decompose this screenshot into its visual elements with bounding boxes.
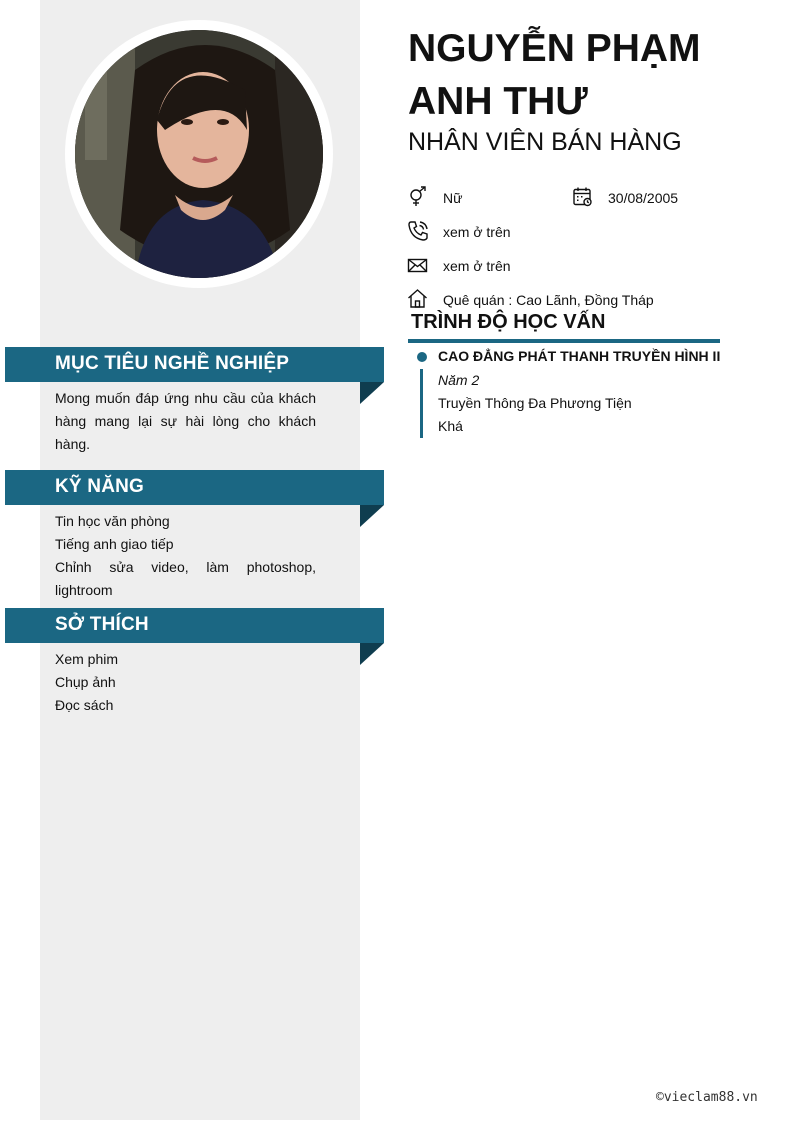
birthday-value: 30/08/2005 <box>608 190 679 206</box>
hometown-value: Quê quán : Cao Lãnh, Đồng Tháp <box>443 292 654 308</box>
phone-icon <box>407 220 429 242</box>
education-year: Năm 2 <box>438 372 480 388</box>
phone-value: xem ở trên <box>443 224 511 240</box>
education-title: TRÌNH ĐỘ HỌC VẤN <box>411 311 606 333</box>
timeline-dot <box>417 352 427 362</box>
skills-header <box>5 470 384 505</box>
gender-value: Nữ <box>443 190 463 206</box>
home-icon <box>407 288 429 310</box>
calendar-icon <box>572 186 594 208</box>
objective-title: MỤC TIÊU NGHỀ NGHIỆP <box>55 353 290 374</box>
hobby-item: Xem phim <box>55 651 119 667</box>
avatar <box>75 30 323 278</box>
education-divider <box>408 339 720 343</box>
objective-header <box>5 347 384 382</box>
gender-icon <box>407 186 429 208</box>
candidate-name: NGUYỄN PHẠM ANH THƯ <box>408 27 701 123</box>
education-grade: Khá <box>438 418 463 434</box>
objective-ribbon-fold <box>360 382 384 404</box>
hobbies-ribbon-fold <box>360 643 384 665</box>
skill-item: Tin học văn phòng <box>55 513 170 529</box>
email-value: xem ở trên <box>443 258 511 274</box>
hobby-item: Chụp ảnh <box>55 674 116 690</box>
education-major: Truyền Thông Đa Phương Tiện <box>438 395 632 411</box>
hobby-item: Đọc sách <box>55 697 114 713</box>
watermark: ©vieclam88.vn <box>656 1090 758 1105</box>
education-school: CAO ĐẲNG PHÁT THANH TRUYỀN HÌNH II <box>438 348 721 364</box>
skill-item: Chỉnh sửa video, làm photoshop, lightroom <box>55 559 316 598</box>
hobbies-list <box>55 648 316 717</box>
job-title: NHÂN VIÊN BÁN HÀNG <box>408 128 682 156</box>
hobbies-header <box>5 608 384 643</box>
objective-text: Mong muốn đáp ứng nhu cầu của khách hàng mang lại sự hài lòng cho khách hàng. <box>55 390 316 452</box>
skill-item: Tiếng anh giao tiếp <box>55 536 174 552</box>
skills-title: KỸ NĂNG <box>55 476 145 497</box>
skills-list <box>55 510 316 602</box>
hobbies-title: SỞ THÍCH <box>55 614 149 635</box>
mail-icon <box>407 255 429 277</box>
timeline-line <box>420 369 423 438</box>
skills-ribbon-fold <box>360 505 384 527</box>
